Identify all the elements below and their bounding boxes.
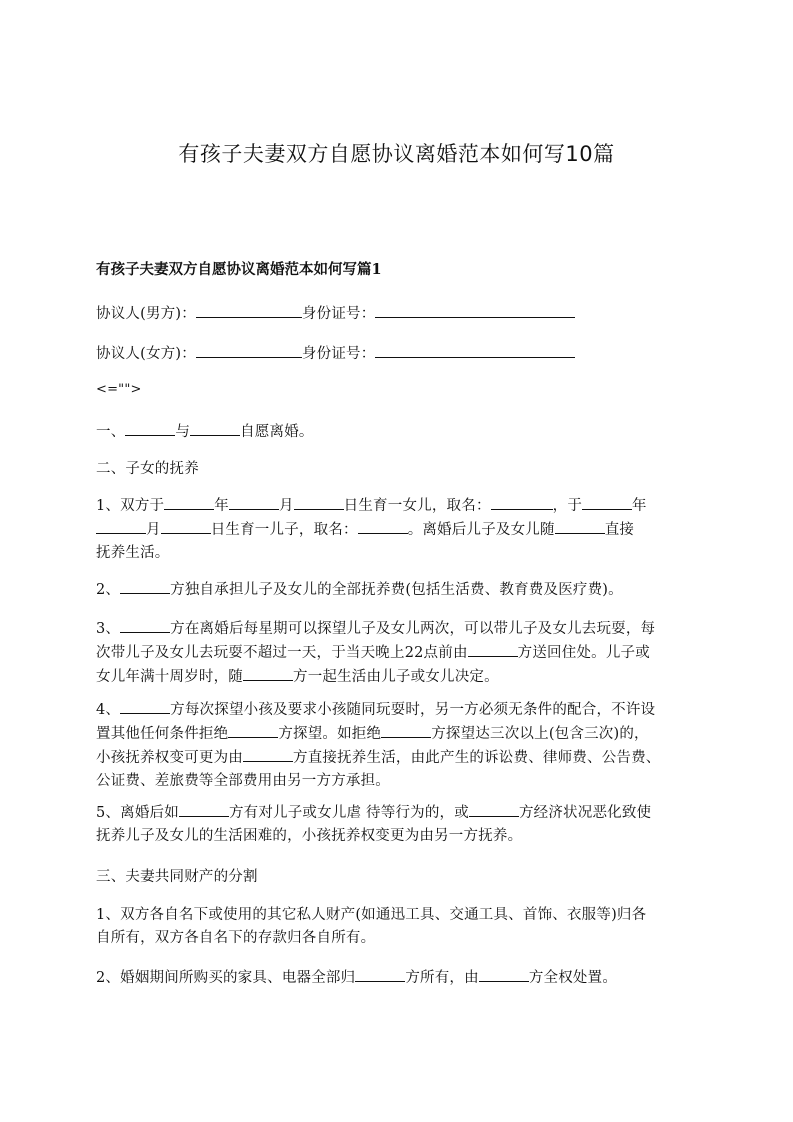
blank — [381, 722, 431, 738]
p4-h: 公证费、差旅费等全部费用由另一方方承担。 — [96, 773, 390, 789]
female-name-blank — [196, 342, 302, 358]
blank — [243, 746, 293, 762]
p3-b: 方在离婚后每星期可以探望儿子及女儿两次，可以带儿子及女儿去玩耍，每 — [170, 621, 656, 637]
heading-2: 二、子女的抚养 — [96, 461, 199, 477]
blank — [243, 665, 293, 681]
p1-b: 年 — [214, 498, 229, 514]
p1-k: 抚养生活。 — [96, 545, 170, 561]
blank — [161, 518, 211, 534]
stray-markup-text: <=""> — [96, 382, 142, 397]
p3-e: 女儿年满十周岁时，随 — [96, 669, 243, 685]
p4-a: 4、 — [96, 702, 121, 718]
p3-a: 3、 — [96, 621, 121, 637]
paragraph-3-1 — [96, 904, 706, 950]
p4-e: 方探望达三次以上(包含三次)的， — [431, 726, 649, 742]
clause-1-b: 与 — [175, 424, 191, 440]
p1-d: 日生育一女儿，取名： — [343, 498, 491, 514]
paragraph-2-3 — [96, 617, 706, 689]
blank — [120, 578, 170, 594]
male-name-blank — [196, 302, 302, 318]
blank — [164, 494, 214, 510]
p1-c: 月 — [278, 498, 294, 514]
p1-a: 1、双方于 — [96, 498, 165, 514]
blank — [179, 801, 229, 817]
party-female-line — [96, 342, 706, 366]
blank — [120, 617, 170, 633]
p4-d: 方探望。如拒绝 — [278, 726, 382, 742]
p4-c: 置其他任何条件拒绝 — [96, 726, 229, 742]
blank — [229, 494, 279, 510]
p2-a: 2、 — [96, 582, 121, 598]
q1-a: 1、双方各自名下或使用的其它私人财产(如通迅工具、交通工具、首饰、衣服等)归各 — [96, 907, 647, 923]
party-male-line — [96, 302, 706, 326]
p4-g: 方直接抚养生活，由此产生的诉讼费、律师费、公告费、 — [293, 750, 661, 766]
p1-i: 。离婚后儿子及女儿随 — [407, 522, 555, 538]
blank — [469, 801, 519, 817]
p3-d: 方送回住处。儿子或 — [517, 645, 650, 661]
female-id-blank — [375, 342, 575, 358]
p1-g: 月 — [146, 522, 161, 538]
paragraph-2-5 — [96, 801, 706, 848]
blank — [96, 518, 146, 534]
p1-h: 日生育一儿子，取名： — [210, 522, 358, 538]
blank — [294, 494, 344, 510]
section-subtitle: 有孩子夫妻双方自愿协议离婚范本如何写篇1 — [96, 261, 382, 278]
clause-1-c: 自愿离婚。 — [240, 424, 314, 440]
blank — [355, 966, 405, 982]
blank — [491, 494, 553, 510]
heading-3: 三、夫妻共同财产的分割 — [96, 869, 258, 885]
p5-a: 5、离婚后如 — [96, 805, 179, 821]
q2-b: 方所有，由 — [405, 970, 479, 986]
p4-f: 小孩抚养权变可更为由 — [96, 750, 243, 766]
p5-c: 方经济状况恶化致使 — [518, 805, 652, 821]
blank — [468, 641, 518, 657]
blank — [125, 420, 175, 436]
document-title: 有孩子夫妻双方自愿协议离婚范本如何写10篇 — [178, 142, 615, 166]
q2-a: 2、婚姻期间所购买的家具、电器全部归 — [96, 970, 356, 986]
party-male-label: 协议人(男方)： — [96, 306, 196, 322]
q1-b: 自所有，双方各自名下的存款归各自所有。 — [96, 930, 376, 946]
blank — [228, 722, 278, 738]
party-female-label: 协议人(女方)： — [96, 346, 196, 362]
p5-b: 方有对儿子或女儿虐 待等行为的，或 — [228, 805, 469, 821]
clause-1-a: 一、 — [96, 424, 126, 440]
p1-j: 直接 — [604, 522, 635, 538]
paragraph-3-2 — [96, 966, 706, 990]
male-id-label: 身份证号： — [301, 306, 376, 322]
blank — [479, 966, 529, 982]
blank — [190, 420, 240, 436]
p3-f: 方一起生活由儿子或女儿决定。 — [293, 669, 499, 685]
q2-c: 方全权处置。 — [528, 970, 618, 986]
blank — [120, 698, 170, 714]
paragraph-2-2 — [96, 578, 706, 602]
blank — [582, 494, 632, 510]
p1-f: 年 — [632, 498, 647, 514]
blank — [358, 518, 408, 534]
paragraph-2-4 — [96, 698, 706, 793]
blank — [555, 518, 605, 534]
p1-e: ，于 — [552, 498, 583, 514]
male-id-blank — [375, 302, 575, 318]
p3-c: 次带儿子及女儿去玩耍不超过一天，于当天晚上22点前由 — [96, 645, 468, 661]
female-id-label: 身份证号： — [301, 346, 376, 362]
p5-d: 抚养儿子及女儿的生活困难的，小孩抚养权变更为由另一方抚养。 — [96, 828, 523, 844]
p2-b: 方独自承担儿子及女儿的全部抚养费(包括生活费、教育费及医疗费)。 — [170, 582, 623, 598]
clause-1 — [96, 420, 706, 444]
paragraph-2-1 — [96, 494, 706, 565]
p4-b: 方每次探望小孩及要求小孩随同玩耍时，另一方必须无条件的配合，不许设 — [170, 702, 656, 718]
